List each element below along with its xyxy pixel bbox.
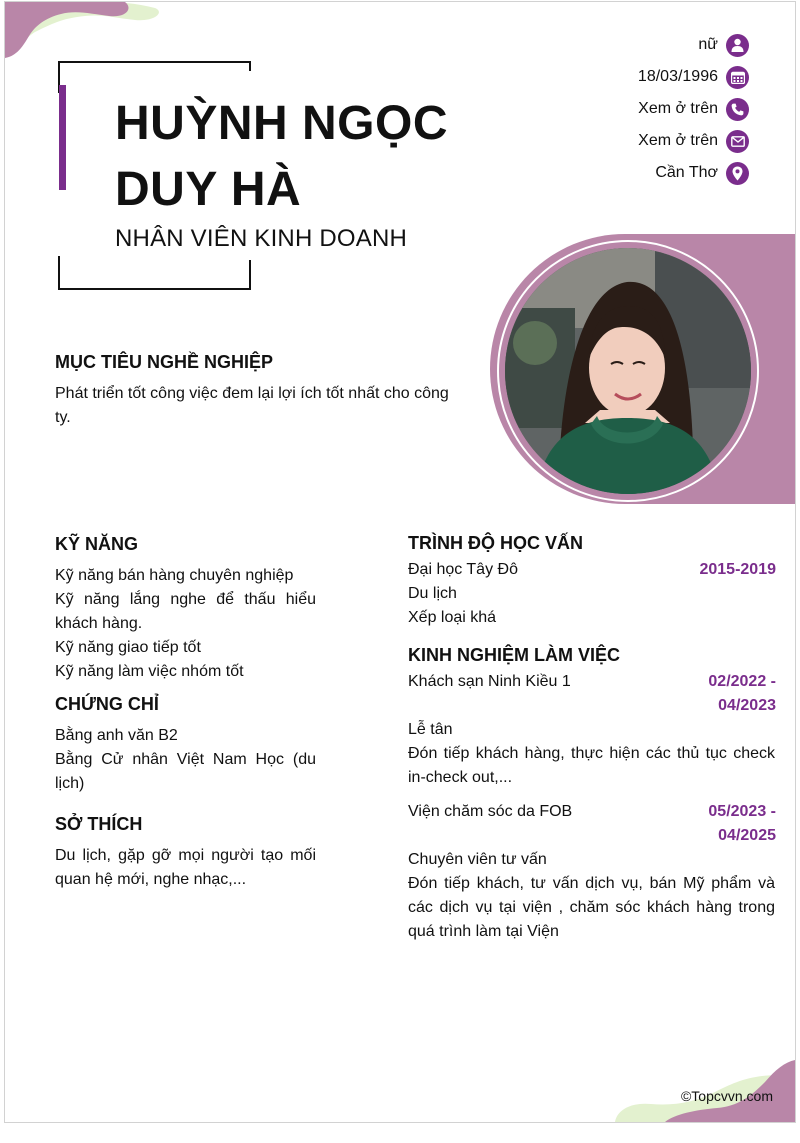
cv-page: [4, 1, 796, 1123]
education-years: 2015-2019: [699, 561, 776, 578]
objective-text: Phát triển tốt công việc đem lại lợi ích tốt nhất cho công ty.: [55, 385, 449, 426]
job-position: Lễ tân: [408, 721, 453, 738]
name-frame-right-bottom: [249, 260, 251, 290]
skill-item: Kỹ năng lắng nghe để thấu hiểu khách hàng.: [55, 591, 316, 632]
job-description: Đón tiếp khách, tư vấn dịch vụ, bán Mỹ phẩm và các dịch vụ tại viện , chăm sóc khách hàng trong quá trình làm tại Viện: [408, 875, 775, 940]
address-text: Cần Thơ: [655, 164, 718, 181]
name-accent-bar: [59, 85, 66, 190]
job-period: 05/2023 - 04/2025: [708, 803, 776, 844]
contact-gender: [698, 32, 749, 58]
skill-item: Kỹ năng bán hàng chuyên nghiệp: [55, 567, 294, 584]
job-period: 02/2022 - 04/2023: [708, 673, 776, 714]
name-frame-left-bottom: [58, 256, 60, 290]
full-name-line-1: HUỲNH NGỌC: [115, 97, 449, 150]
skill-item: Kỹ năng làm việc nhóm tốt: [55, 663, 244, 680]
contact-address: [655, 160, 749, 186]
education-heading: TRÌNH ĐỘ HỌC VẤN: [408, 533, 583, 553]
skills-heading: KỸ NĂNG: [55, 534, 139, 554]
contact-phone: [638, 96, 749, 122]
user-icon: [726, 34, 749, 57]
job-title: NHÂN VIÊN KINH DOANH: [115, 225, 408, 252]
job-position: Chuyên viên tư vấn: [408, 851, 547, 868]
hobbies-heading: SỞ THÍCH: [55, 814, 143, 834]
objective-heading: MỤC TIÊU NGHỀ NGHIỆP: [55, 352, 274, 372]
email-text: Xem ở trên: [638, 132, 718, 149]
education-major: Du lịch: [408, 585, 457, 602]
job-company: Khách sạn Ninh Kiều 1: [408, 673, 571, 690]
name-frame-right: [249, 61, 251, 71]
job-description: Đón tiếp khách hàng, thực hiện các thủ tục check in-check out,...: [408, 745, 775, 786]
calendar-icon: [726, 66, 749, 89]
job-company: Viện chăm sóc da FOB: [408, 803, 573, 820]
name-frame-top: [58, 61, 251, 63]
certificate-item: Bằng Cử nhân Việt Nam Học (du lịch): [55, 751, 316, 792]
decorative-blob-top-left: [5, 2, 175, 62]
contact-birthday: [638, 64, 749, 90]
education-school: Đại học Tây Đô: [408, 561, 518, 578]
watermark: ©Topcvvn.com: [680, 1088, 773, 1104]
contact-email: [638, 128, 749, 154]
phone-icon: [726, 98, 749, 121]
birthday-text: 18/03/1996: [637, 68, 718, 85]
avatar-illustration: [505, 248, 751, 494]
certificates-heading: CHỨNG CHỈ: [55, 694, 159, 714]
location-icon: [726, 162, 749, 185]
gender-text: nữ: [698, 36, 718, 53]
mail-icon: [726, 130, 749, 153]
skill-item: Kỹ năng giao tiếp tốt: [55, 639, 201, 656]
experience-heading: KINH NGHIỆM LÀM VIỆC: [408, 645, 621, 665]
certificate-item: Bằng anh văn B2: [55, 727, 178, 744]
name-frame-bottom: [58, 288, 251, 290]
avatar: [505, 248, 751, 494]
education-grade: Xếp loại khá: [408, 609, 497, 626]
hobbies-text: Du lịch, gặp gỡ mọi người tạo mối quan hệ mới, nghe nhạc,...: [55, 847, 316, 888]
decorative-blob-bottom-right: [605, 1052, 795, 1122]
phone-text: Xem ở trên: [638, 100, 718, 117]
full-name-line-2: DUY HÀ: [115, 163, 302, 216]
